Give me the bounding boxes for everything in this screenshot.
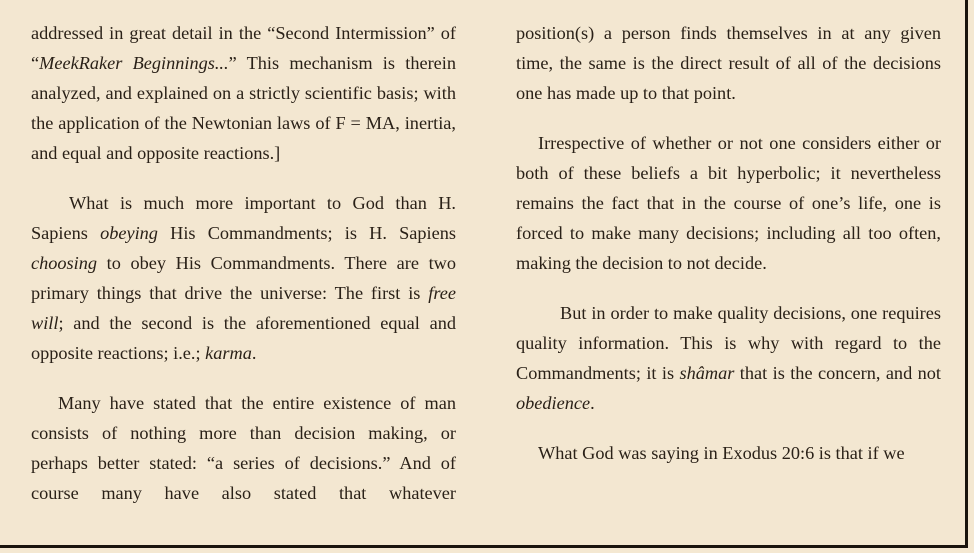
paragraph-right-3 <box>516 298 941 418</box>
paragraph-right-2 <box>516 128 941 278</box>
text-run: ; and the second is the aforementioned equal and opposite reactions; i.e.; <box>31 313 456 363</box>
text-run: What God was saying in Exodus 20:6 is that if we <box>538 443 905 463</box>
text-run: But in order to make quality decisions, one requires quality information. This is why with regard to the Commandments; it is <box>516 303 941 383</box>
book-title-italic: MeekRaker Beginnings... <box>39 53 229 73</box>
right-column <box>516 18 941 488</box>
text-run: . <box>251 343 257 363</box>
text-run: position(s) a person finds themselves in at any given time, the same is the direct result of all of the decisions one has made up to that point. <box>516 23 941 103</box>
emphasis-obeying: obeying <box>100 223 158 243</box>
text-run: ” This mechanism is therein analyzed, and explained on a strictly scientific basis; with the application of the Newtonian laws of F = MA, inertia, and equal and opposite reactions.] <box>31 53 456 163</box>
paragraph-left-3 <box>31 388 456 508</box>
emphasis-shamar: shâmar <box>679 363 735 383</box>
paragraph-left-1 <box>31 18 456 168</box>
left-column <box>31 18 456 528</box>
paragraph-right-4 <box>516 438 941 468</box>
emphasis-choosing: choosing <box>31 253 98 273</box>
text-run: What is much more important to God than H. Sapiens <box>31 193 456 243</box>
text-run: addressed in great detail in the “Second Intermission” of “ <box>31 23 456 73</box>
text-run: that is the concern, and not <box>734 363 941 383</box>
paragraph-left-2 <box>31 188 456 368</box>
emphasis-free-will: free will <box>31 283 456 333</box>
text-run: Many have stated that the entire existence of man consists of nothing more than decision making, or perhaps better stated: “a series of decisions.” And of course many have also stated that whatever <box>31 393 456 503</box>
emphasis-obedience: obedience <box>516 393 591 413</box>
text-run: Irrespective of whether or not one considers either or both of these beliefs a bit hyperbolic; it nevertheless remains the fact that in the course of one’s life, one is forced to make many decisions; including all too often, making the decision to not decide. <box>516 133 941 273</box>
text-run: to obey His Commandments. There are two primary things that drive the universe: The first is <box>31 253 456 303</box>
emphasis-karma: karma <box>205 343 252 363</box>
text-run: . <box>590 393 595 413</box>
paragraph-right-1 <box>516 18 941 108</box>
text-run: His Commandments; is H. Sapiens <box>157 223 456 243</box>
